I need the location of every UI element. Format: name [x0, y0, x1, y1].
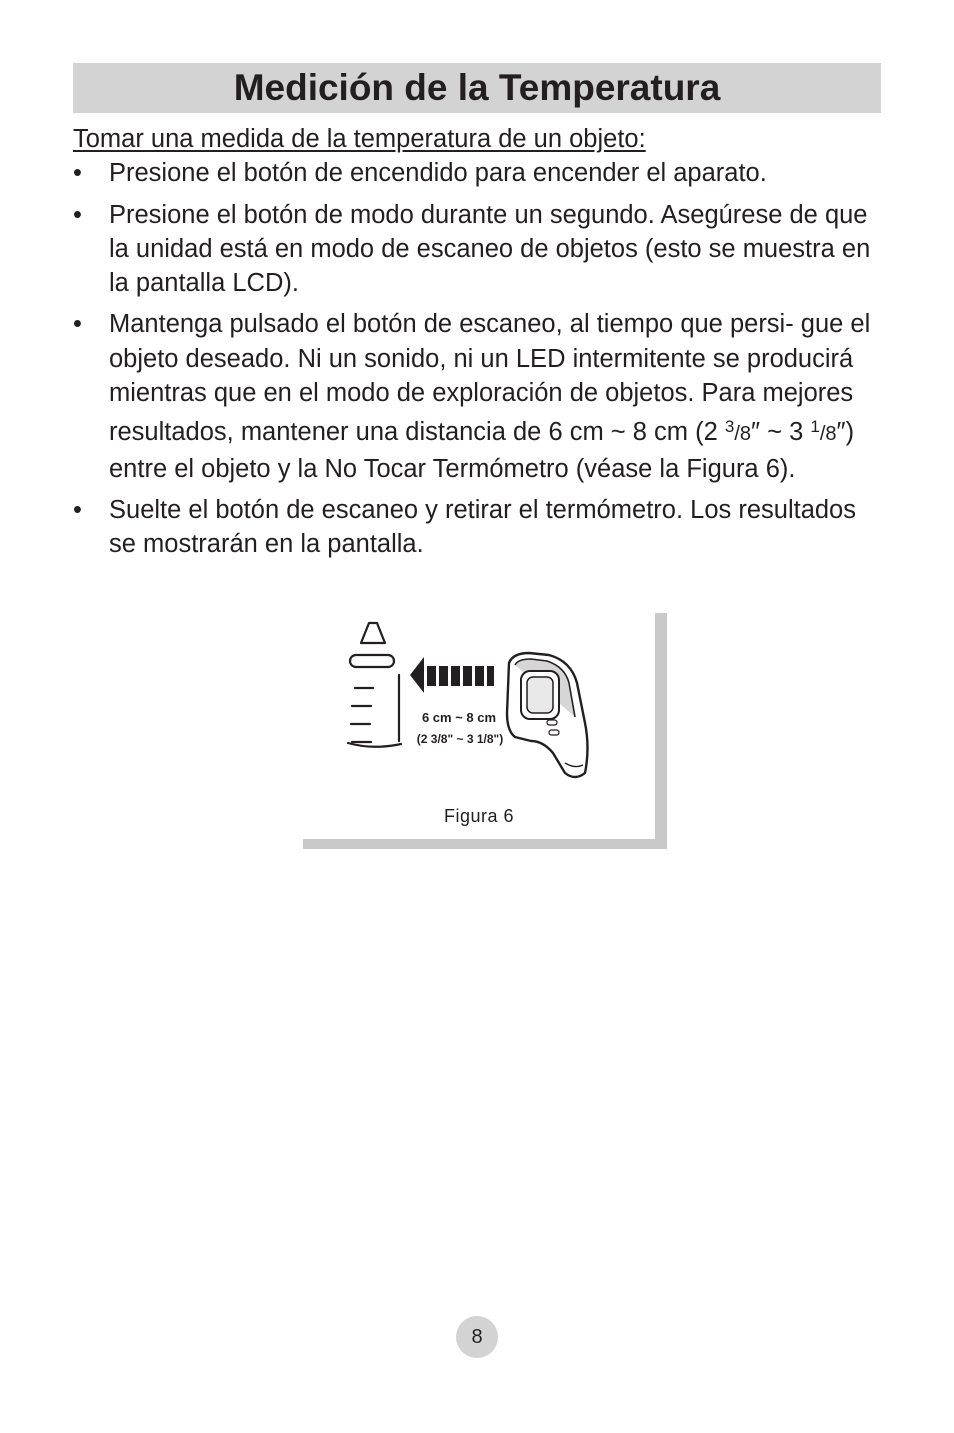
- bullet: •: [73, 495, 82, 524]
- step-text-part: Mantenga pulsado el botón de escaneo, al tiempo que persi- gue el objeto deseado. Ni un sonido, ni un LED intermitente se producirá mientras que en el modo de exploración de objetos. Para mejores resultados, mantener una distancia de 6 cm ~ 8 cm (2: [109, 310, 871, 447]
- fraction-denominator: 8: [739, 423, 752, 446]
- list-item: [73, 156, 885, 190]
- figure-frame-right: [655, 613, 667, 849]
- bottle-icon: [348, 623, 401, 747]
- step-text: [109, 310, 870, 482]
- step-text-part: ″) entre el objeto y la No Tocar Termómetro (véase la Figura 6).: [109, 418, 855, 483]
- list-item: [73, 307, 885, 485]
- content: [73, 122, 885, 569]
- distance-metric-label: 6 cm ~ 8 cm: [421, 710, 497, 725]
- step-text: Presione el botón de encendido para encender el aparato.: [109, 159, 767, 188]
- distance-imperial-label: (2 3/8" ~ 3 1/8"): [416, 732, 504, 746]
- list-item: [73, 493, 885, 562]
- bullet: •: [73, 200, 82, 229]
- title-bar: [73, 63, 881, 113]
- bullet: •: [73, 159, 82, 188]
- figure-frame-bottom: [303, 839, 667, 849]
- thermometer-icon: [507, 653, 588, 777]
- fraction-denominator: 8: [825, 423, 837, 446]
- fraction-slash: /: [734, 423, 740, 446]
- step-text-part: ″ ~ 3: [751, 418, 811, 447]
- figure-caption: Figura 6: [443, 806, 515, 826]
- page-number: 8: [471, 1325, 483, 1348]
- figure-6: [303, 613, 668, 850]
- section-subtitle: Tomar una medida de la temperatura de un objeto:: [73, 125, 646, 153]
- bullet: •: [73, 310, 82, 339]
- fraction-numerator: 3: [724, 417, 735, 437]
- step-text: Presione el botón de modo durante un segundo. Asegúrese de que la unidad está en modo de escaneo de objetos (esto se muestra en la pantalla LCD).: [109, 200, 871, 298]
- arrow-left-icon: [410, 657, 494, 693]
- steps-list: [73, 156, 885, 561]
- step-text: Suelte el botón de escaneo y retirar el termómetro. Los resultados se mostrarán en la pantalla.: [109, 495, 856, 559]
- page-number-badge: [456, 1316, 498, 1358]
- fraction-slash: /: [819, 423, 826, 446]
- list-item: [73, 198, 885, 301]
- page-title: Medición de la Temperatura: [233, 67, 721, 108]
- fraction-numerator: 1: [810, 417, 820, 437]
